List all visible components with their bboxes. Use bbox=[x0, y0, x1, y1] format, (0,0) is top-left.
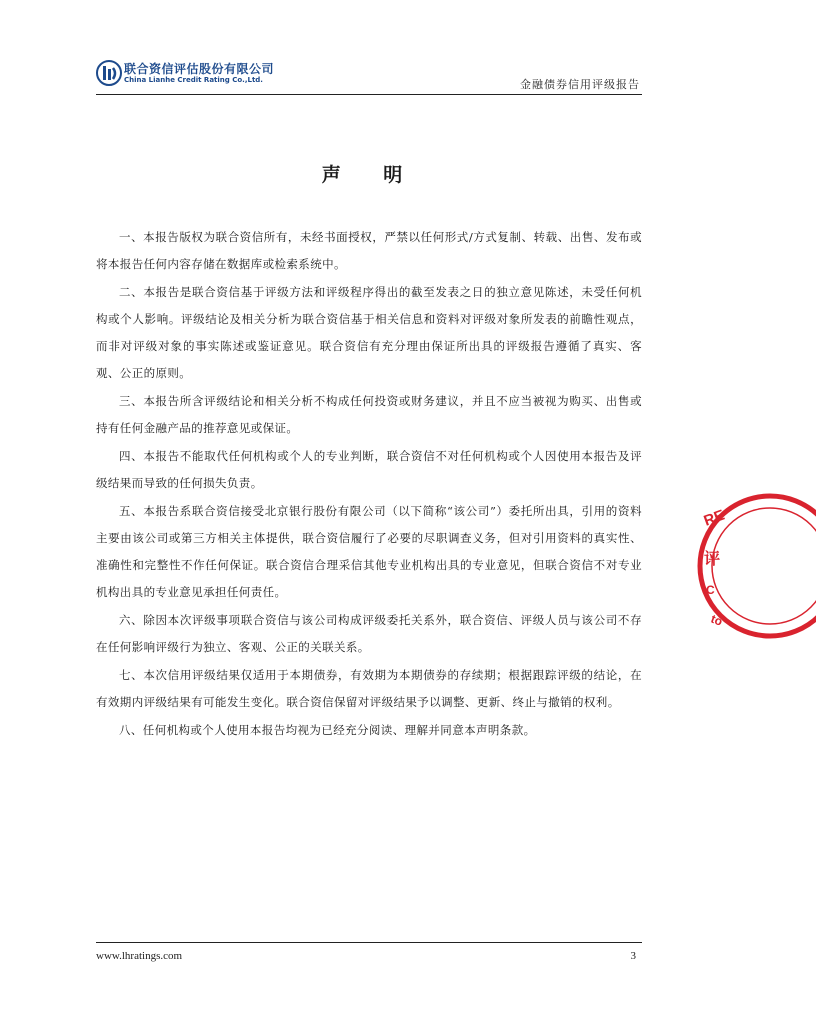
svg-text:to: to bbox=[708, 611, 725, 629]
statement-paragraph-5: 五、本报告系联合资信接受北京银行股份有限公司（以下简称“该公司”）委托所出具，引用的资料主要由该公司或第三方相关主体提供，联合资信履行了必要的尽职调查义务，但对引用资料的真实性、准确性和完整性不作任何保证。联合资信合理采信其他专业机构出具的专业意见，但联合资信不对专业机构出具的专业意见承担任何责任。 bbox=[96, 504, 642, 599]
statement-paragraph-8: 八、任何机构或个人使用本报告均视为已经充分阅读、理解并同意本声明条款。 bbox=[119, 723, 536, 737]
company-name-en: China Lianhe Credit Rating Co.,Ltd. bbox=[124, 76, 263, 84]
statement-paragraph-3: 三、本报告所含评级结论和相关分析不构成任何投资或财务建议，并且不应当被视为购买、出售或持有任何金融产品的推荐意见或保证。 bbox=[96, 394, 642, 435]
page-number: 3 bbox=[630, 950, 636, 962]
page-title: 声 明 bbox=[321, 164, 421, 186]
statement-paragraph-6: 六、除因本次评级事项联合资信与该公司构成评级委托关系外，联合资信、评级人员与该公司不存在任何影响评级行为独立、客观、公正的关联关系。 bbox=[96, 613, 642, 654]
svg-text:评: 评 bbox=[704, 549, 721, 568]
statement-body bbox=[96, 224, 642, 745]
page-footer bbox=[96, 942, 642, 962]
page-header bbox=[96, 54, 642, 95]
company-seal-stamp bbox=[696, 486, 816, 646]
statement-paragraph-4: 四、本报告不能取代任何机构或个人的专业判断，联合资信不对任何机构或个人因使用本报告及评级结果而导致的任何损失负责。 bbox=[96, 449, 642, 490]
statement-paragraph-1: 一、本报告版权为联合资信所有，未经书面授权，严禁以任何形式/方式复制、转载、出售、发布或将本报告任何内容存储在数据库或检索系统中。 bbox=[96, 230, 642, 271]
company-name-cn: 联合资信评估股份有限公司 bbox=[124, 62, 275, 76]
footer-url[interactable]: www.lhratings.com bbox=[96, 950, 183, 962]
report-type: 金融债券信用评级报告 bbox=[520, 78, 640, 91]
company-logo-icon bbox=[96, 60, 122, 86]
svg-text:C: C bbox=[706, 583, 715, 597]
statement-paragraph-2: 二、本报告是联合资信基于评级方法和评级程序得出的截至发表之日的独立意见陈述，未受任何机构或个人影响。评级结论及相关分析为联合资信基于相关信息和资料对评级对象所发表的前瞻性观点，而非对评级对象的事实陈述或鉴证意见。联合资信有充分理由保证所出具的评级报告遵循了真实、客观、公正的原则。 bbox=[96, 285, 642, 380]
svg-text:RE: RE bbox=[701, 506, 727, 530]
statement-paragraph-7: 七、本次信用评级结果仅适用于本期债券，有效期为本期债券的存续期；根据跟踪评级的结论，在有效期内评级结果有可能发生变化。联合资信保留对评级结果予以调整、更新、终止与撤销的权利。 bbox=[96, 668, 642, 709]
